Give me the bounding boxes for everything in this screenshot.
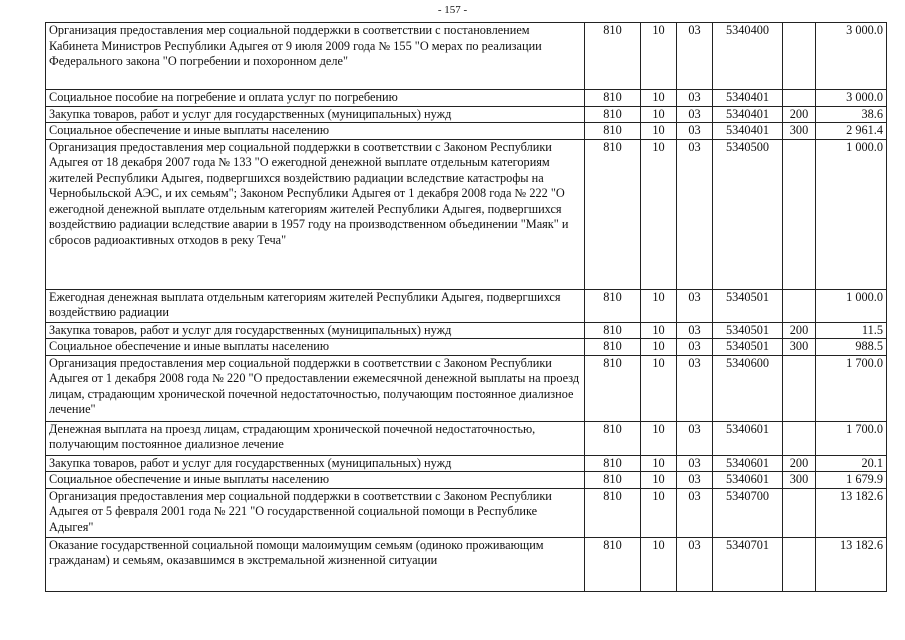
row-target-code: 5340400 xyxy=(713,23,783,90)
row-amount: 2 961.4 xyxy=(816,123,887,140)
row-description: Организация предоставления мер социальной поддержки в соответствии с постановлением Кабинета Министров Республики Адыгея от 9 июля 2009 года № 155 "О мерах по реализации Федерального закона "О погребении и похоронном деле" xyxy=(46,23,585,90)
row-ministry-code: 810 xyxy=(585,23,641,90)
row-description: Социальное обеспечение и иные выплаты населению xyxy=(46,339,585,356)
row-target-code: 5340700 xyxy=(713,488,783,537)
table-row xyxy=(46,322,887,339)
row-subsection-code: 03 xyxy=(677,139,713,289)
row-ministry-code: 810 xyxy=(585,488,641,537)
table-row xyxy=(46,90,887,107)
row-subsection-code: 03 xyxy=(677,355,713,421)
row-target-code: 5340601 xyxy=(713,455,783,472)
row-expense-type xyxy=(783,355,816,421)
row-expense-type xyxy=(783,537,816,591)
row-expense-type: 200 xyxy=(783,322,816,339)
table-row xyxy=(46,355,887,421)
row-description: Закупка товаров, работ и услуг для государственных (муниципальных) нужд xyxy=(46,322,585,339)
row-subsection-code: 03 xyxy=(677,90,713,107)
row-expense-type xyxy=(783,23,816,90)
row-subsection-code: 03 xyxy=(677,472,713,489)
row-target-code: 5340501 xyxy=(713,339,783,356)
row-description: Организация предоставления мер социальной поддержки в соответствии с Законом Республики Адыгея от 18 декабря 2007 года № 133 "О ежегодной денежной выплате отдельным категориям жителей Республики Адыгея, подвергшихся воздействию радиации вследствие катастрофы на Чернобыльской АЭС, и их семьям"; Законом Республики Адыгея от 1 декабря 2008 года № 222 "О ежегодной денежной выплате отдельным категориям жителей Республики Адыгея, подвергшихся воздействию радиации вследствие аварии в 1957 году на производственном объединении "Маяк" и сбросов радиоактивных отходов в реку Теча" xyxy=(46,139,585,289)
row-amount: 13 182.6 xyxy=(816,488,887,537)
row-description: Закупка товаров, работ и услуг для государственных (муниципальных) нужд xyxy=(46,106,585,123)
row-subsection-code: 03 xyxy=(677,455,713,472)
row-subsection-code: 03 xyxy=(677,23,713,90)
table-row xyxy=(46,23,887,90)
row-ministry-code: 810 xyxy=(585,123,641,140)
row-description: Денежная выплата на проезд лицам, страдающим хронической почечной недостаточностью, получающим постоянное диализное лечение xyxy=(46,421,585,455)
row-target-code: 5340501 xyxy=(713,289,783,322)
row-amount: 1 679.9 xyxy=(816,472,887,489)
row-expense-type: 300 xyxy=(783,472,816,489)
row-ministry-code: 810 xyxy=(585,339,641,356)
row-subsection-code: 03 xyxy=(677,123,713,140)
table-row xyxy=(46,488,887,537)
row-description: Социальное обеспечение и иные выплаты населению xyxy=(46,472,585,489)
row-subsection-code: 03 xyxy=(677,537,713,591)
row-expense-type: 300 xyxy=(783,123,816,140)
table-row xyxy=(46,421,887,455)
row-amount: 988.5 xyxy=(816,339,887,356)
row-amount: 1 000.0 xyxy=(816,139,887,289)
row-amount: 38.6 xyxy=(816,106,887,123)
row-subsection-code: 03 xyxy=(677,106,713,123)
row-target-code: 5340501 xyxy=(713,322,783,339)
row-ministry-code: 810 xyxy=(585,455,641,472)
row-amount: 1 700.0 xyxy=(816,355,887,421)
row-target-code: 5340600 xyxy=(713,355,783,421)
row-expense-type: 200 xyxy=(783,106,816,123)
table-row xyxy=(46,106,887,123)
row-section-code: 10 xyxy=(641,455,677,472)
table-row xyxy=(46,139,887,289)
row-ministry-code: 810 xyxy=(585,90,641,107)
row-description: Социальное обеспечение и иные выплаты населению xyxy=(46,123,585,140)
row-section-code: 10 xyxy=(641,488,677,537)
table-row xyxy=(46,289,887,322)
row-section-code: 10 xyxy=(641,23,677,90)
row-expense-type xyxy=(783,90,816,107)
row-target-code: 5340601 xyxy=(713,421,783,455)
row-subsection-code: 03 xyxy=(677,322,713,339)
row-subsection-code: 03 xyxy=(677,289,713,322)
row-amount: 20.1 xyxy=(816,455,887,472)
row-target-code: 5340401 xyxy=(713,106,783,123)
table-row xyxy=(46,472,887,489)
budget-table xyxy=(45,22,887,592)
row-ministry-code: 810 xyxy=(585,472,641,489)
row-expense-type: 300 xyxy=(783,339,816,356)
row-amount: 3 000.0 xyxy=(816,90,887,107)
row-amount: 13 182.6 xyxy=(816,537,887,591)
row-target-code: 5340401 xyxy=(713,90,783,107)
row-section-code: 10 xyxy=(641,339,677,356)
row-section-code: 10 xyxy=(641,472,677,489)
table-row xyxy=(46,455,887,472)
page-number: - 157 - xyxy=(437,4,468,16)
row-target-code: 5340401 xyxy=(713,123,783,140)
row-ministry-code: 810 xyxy=(585,537,641,591)
row-ministry-code: 810 xyxy=(585,139,641,289)
row-ministry-code: 810 xyxy=(585,355,641,421)
row-subsection-code: 03 xyxy=(677,421,713,455)
row-section-code: 10 xyxy=(641,537,677,591)
table-row xyxy=(46,537,887,591)
row-expense-type xyxy=(783,289,816,322)
row-section-code: 10 xyxy=(641,90,677,107)
row-section-code: 10 xyxy=(641,355,677,421)
row-description: Оказание государственной социальной помощи малоимущим семьям (одиноко проживающим гражданам) и семьям, оказавшимся в экстремальной жизненной ситуации xyxy=(46,537,585,591)
row-amount: 3 000.0 xyxy=(816,23,887,90)
row-target-code: 5340601 xyxy=(713,472,783,489)
row-ministry-code: 810 xyxy=(585,322,641,339)
row-ministry-code: 810 xyxy=(585,289,641,322)
row-amount: 1 000.0 xyxy=(816,289,887,322)
row-section-code: 10 xyxy=(641,123,677,140)
row-amount: 11.5 xyxy=(816,322,887,339)
row-expense-type xyxy=(783,421,816,455)
row-section-code: 10 xyxy=(641,421,677,455)
row-description: Организация предоставления мер социальной поддержки в соответствии с Законом Республики Адыгея от 1 декабря 2008 года № 220 "О предоставлении ежемесячной денежной выплаты на проезд лицам, страдающим хронической почечной недостаточностью, получающим постоянное диализное лечение" xyxy=(46,355,585,421)
row-section-code: 10 xyxy=(641,139,677,289)
row-section-code: 10 xyxy=(641,106,677,123)
row-subsection-code: 03 xyxy=(677,339,713,356)
row-expense-type: 200 xyxy=(783,455,816,472)
row-subsection-code: 03 xyxy=(677,488,713,537)
row-ministry-code: 810 xyxy=(585,421,641,455)
table-row xyxy=(46,339,887,356)
row-description: Организация предоставления мер социальной поддержки в соответствии с Законом Республики Адыгея от 5 февраля 2001 года № 221 "О государственной социальной помощи в Республике Адыгея" xyxy=(46,488,585,537)
row-amount: 1 700.0 xyxy=(816,421,887,455)
row-description: Закупка товаров, работ и услуг для государственных (муниципальных) нужд xyxy=(46,455,585,472)
row-description: Ежегодная денежная выплата отдельным категориям жителей Республики Адыгея, подвергшихся воздействию радиации xyxy=(46,289,585,322)
row-target-code: 5340701 xyxy=(713,537,783,591)
row-section-code: 10 xyxy=(641,322,677,339)
table-row xyxy=(46,123,887,140)
row-ministry-code: 810 xyxy=(585,106,641,123)
row-expense-type xyxy=(783,139,816,289)
row-description: Социальное пособие на погребение и оплата услуг по погребению xyxy=(46,90,585,107)
row-section-code: 10 xyxy=(641,289,677,322)
row-expense-type xyxy=(783,488,816,537)
row-target-code: 5340500 xyxy=(713,139,783,289)
